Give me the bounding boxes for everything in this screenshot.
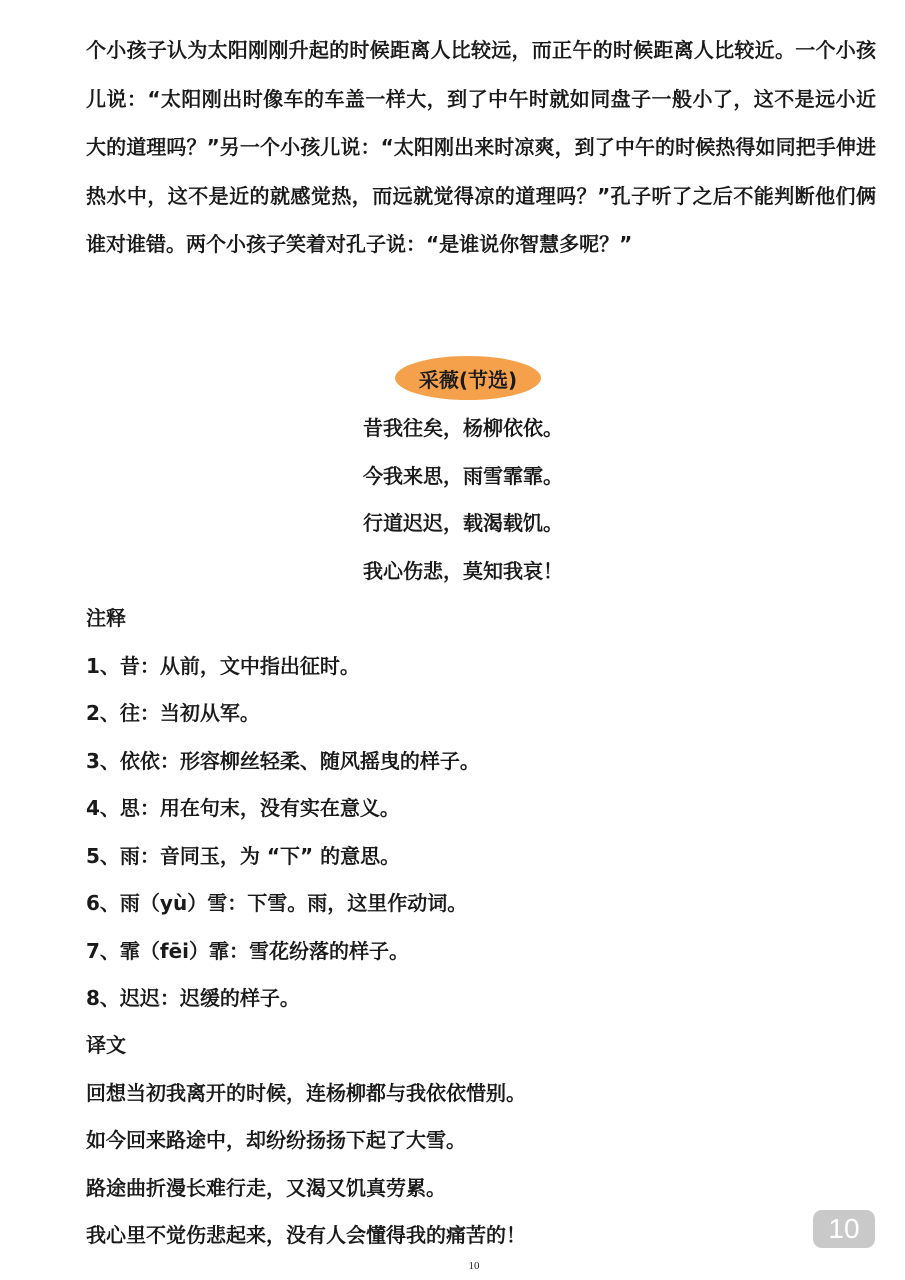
note-item-2: 2、往：当初从军。 xyxy=(86,701,260,725)
page-number: 10 xyxy=(468,1260,480,1272)
note-item-7: 7、霏（fēi）霏：雪花纷落的样子。 xyxy=(86,939,410,963)
note-item-1: 1、昔：从前，文中指出征时。 xyxy=(86,654,360,678)
intro-paragraph: 个小孩子认为太阳刚刚升起的时候距离人比较远，而正午的时候距离人比较近。一个小孩儿说：“太阳刚出时像车的车盖一样大，到了中午时就如同盘子一般小了，这不是远小近大的道理吗？”另一个小孩儿说：“太阳刚出来时凉爽，到了中午的时候热得如同把手伸进热水中，这不是近的就感觉热，而远就觉得凉的道理吗？”孔子听了之后不能判断他们俩谁对谁错。两个小孩子笑着对孔子说：“是谁说你智慧多呢？” xyxy=(86,38,876,256)
translation-heading: 译文 xyxy=(86,1033,126,1057)
poem-line-2: 今我来思，雨雪霏霏。 xyxy=(363,464,563,488)
notes-heading: 注释 xyxy=(86,606,126,630)
poem-title: 采薇(节选) xyxy=(418,367,518,392)
page-badge xyxy=(813,1210,875,1248)
poem-title-badge xyxy=(395,356,541,400)
note-item-5: 5、雨：音同玉，为 “下” 的意思。 xyxy=(86,844,401,868)
note-item-8: 8、迟迟：迟缓的样子。 xyxy=(86,986,300,1010)
translation-line-3: 路途曲折漫长难行走，又渴又饥真劳累。 xyxy=(86,1176,446,1200)
poem-line-1: 昔我往矣，杨柳依依。 xyxy=(363,416,563,440)
poem-line-4: 我心伤悲，莫知我哀！ xyxy=(363,559,563,583)
poem-line-3: 行道迟迟，载渴载饥。 xyxy=(363,511,563,535)
note-item-4: 4、思：用在句末，没有实在意义。 xyxy=(86,796,400,820)
translation-line-2: 如今回来路途中，却纷纷扬扬下起了大雪。 xyxy=(86,1128,466,1152)
note-item-6: 6、雨（yù）雪：下雪。雨，这里作动词。 xyxy=(86,891,468,915)
note-item-3: 3、依依：形容柳丝轻柔、随风摇曳的样子。 xyxy=(86,749,480,773)
translation-line-4: 我心里不觉伤悲起来，没有人会懂得我的痛苦的！ xyxy=(86,1223,526,1247)
translation-line-1: 回想当初我离开的时候，连杨柳都与我依依惜别。 xyxy=(86,1081,526,1105)
page-badge-number: 10 xyxy=(828,1213,860,1244)
